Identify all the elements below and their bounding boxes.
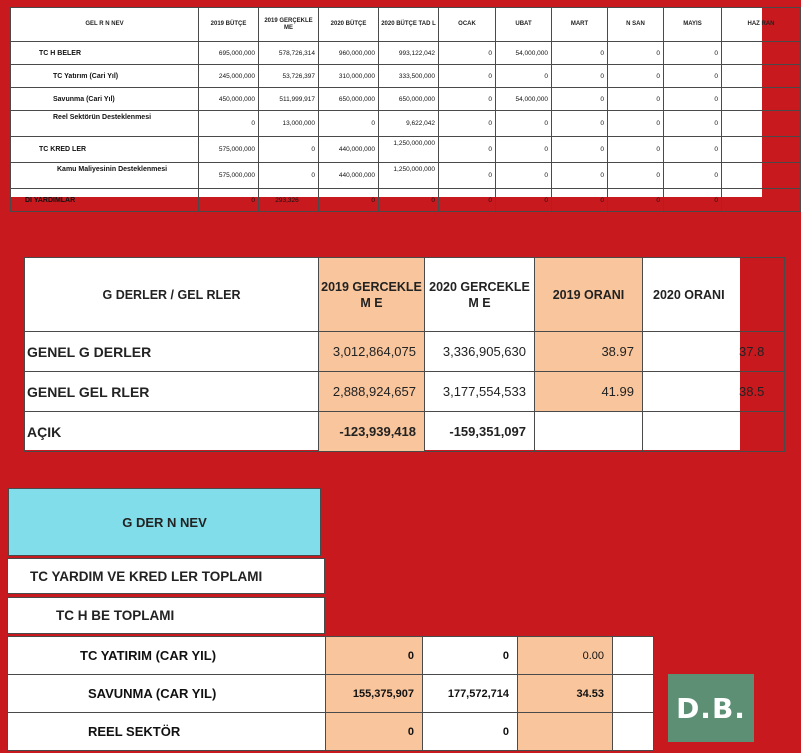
table-cell: 0 <box>664 42 722 65</box>
table-cell: -123,939,418 <box>319 412 425 452</box>
table-row <box>11 163 801 189</box>
table-cell: 575,000,000 <box>199 137 259 163</box>
income-types-table <box>10 7 775 204</box>
table-cell <box>535 412 643 452</box>
table-cell: 0 <box>319 111 379 137</box>
table-header-row <box>11 8 801 42</box>
table-cell: 0 <box>608 189 664 212</box>
table-cell <box>722 42 801 65</box>
table-cell: 54,000,000 <box>496 88 552 111</box>
table-cell: 54,000,000 <box>496 42 552 65</box>
table-cell <box>722 163 801 189</box>
column-header: MAYIS <box>664 8 722 42</box>
table-cell: 13,000,000 <box>259 111 319 137</box>
group-row-grants <box>7 597 325 634</box>
table-cell: 0 <box>664 111 722 137</box>
table-cell: 2,888,924,657 <box>319 372 425 412</box>
row-label: DI YARDIMLAR <box>11 189 199 212</box>
table-cell: 575,000,000 <box>199 163 259 189</box>
table-cell: 450,000,000 <box>199 88 259 111</box>
table-cell: 0 <box>608 111 664 137</box>
expense-income-grid <box>24 257 785 452</box>
table-cell: 53,726,397 <box>259 65 319 88</box>
column-header: N SAN <box>608 8 664 42</box>
row-label: SAVUNMA (CAR YIL) <box>8 675 326 713</box>
table-cell: 0 <box>552 189 608 212</box>
table-cell: 38.97 <box>535 332 643 372</box>
table-cell <box>722 111 801 137</box>
table-cell: 177,572,714 <box>423 675 518 713</box>
table-cell: 0 <box>664 88 722 111</box>
column-header: OCAK <box>439 8 496 42</box>
table-cell: 3,177,554,533 <box>425 372 535 412</box>
table-cell: 0 <box>552 42 608 65</box>
table-cell: 0 <box>326 713 423 751</box>
table-cell: 0 <box>439 163 496 189</box>
table-cell: 1,250,000,000 <box>379 137 439 163</box>
table-cell: 0 <box>199 111 259 137</box>
table-cell: 960,000,000 <box>319 42 379 65</box>
table-cell: 0 <box>259 137 319 163</box>
table-cell: 0 <box>552 88 608 111</box>
db-logo: D.B. <box>668 674 754 742</box>
column-header: G DERLER / GEL RLER <box>25 258 319 332</box>
table-cell: 0 <box>379 189 439 212</box>
expense-types-grid <box>7 636 654 751</box>
table-cell: 0 <box>608 65 664 88</box>
table-cell: -159,351,097 <box>425 412 535 452</box>
table-row <box>25 332 785 372</box>
table-cell: 0 <box>496 65 552 88</box>
row-label: TC Yatırım (Cari Yıl) <box>11 65 199 88</box>
table-cell: 9,622,042 <box>379 111 439 137</box>
table-cell: 993,122,042 <box>379 42 439 65</box>
table-row <box>25 412 785 452</box>
table-cell <box>518 713 613 751</box>
expense-types-table <box>7 636 653 753</box>
group-row-label: TC YARDIM VE KRED LER TOPLAMI <box>30 568 263 584</box>
table-row <box>11 42 801 65</box>
table-cell: 0 <box>326 637 423 675</box>
table-row <box>11 111 801 137</box>
table-cell: 0 <box>439 137 496 163</box>
row-label: GENEL G DERLER <box>25 332 319 372</box>
table-cell: 0 <box>552 65 608 88</box>
expense-types-header: G DER N NEV <box>8 488 321 556</box>
table-cell: 511,999,917 <box>259 88 319 111</box>
column-header: 2020 BÜTÇE <box>319 8 379 42</box>
table-cell: 310,000,000 <box>319 65 379 88</box>
table-row <box>11 137 801 163</box>
table-cell: 0 <box>552 163 608 189</box>
table-cell <box>613 675 654 713</box>
table-cell: 0 <box>608 137 664 163</box>
row-label: Reel Sektörün Desteklenmesi <box>11 111 199 137</box>
row-label: TC H BELER <box>11 42 199 65</box>
column-header: 2019 GERCEKLE M E <box>319 258 425 332</box>
column-header: UBAT <box>496 8 552 42</box>
table-cell: 3,336,905,630 <box>425 332 535 372</box>
table-cell <box>613 637 654 675</box>
expense-income-table <box>24 257 765 450</box>
table-cell: 650,000,000 <box>379 88 439 111</box>
row-label: REEL SEKTÖR <box>8 713 326 751</box>
table-cell <box>722 65 801 88</box>
table-cell <box>613 713 654 751</box>
table-cell: 34.53 <box>518 675 613 713</box>
table-cell <box>722 189 801 212</box>
table-cell: 155,375,907 <box>326 675 423 713</box>
table-cell: 0 <box>496 189 552 212</box>
table-cell: 0 <box>496 163 552 189</box>
table-cell: 3,012,864,075 <box>319 332 425 372</box>
table-cell: 440,000,000 <box>319 163 379 189</box>
table-cell: 0 <box>423 713 518 751</box>
table-cell: 245,000,000 <box>199 65 259 88</box>
table-cell: 41.99 <box>535 372 643 412</box>
table-cell: 0 <box>496 137 552 163</box>
table-cell: 0 <box>496 111 552 137</box>
income-types-grid <box>10 7 801 212</box>
table-cell: 0 <box>664 137 722 163</box>
group-row-aid-and-credits <box>7 558 325 594</box>
table-cell: 0 <box>439 111 496 137</box>
table-cell: 0 <box>608 88 664 111</box>
table-cell: 0 <box>664 189 722 212</box>
table-row <box>8 675 654 713</box>
table-cell: 0 <box>664 65 722 88</box>
table-cell <box>722 88 801 111</box>
table-cell: 695,000,000 <box>199 42 259 65</box>
table-cell <box>722 137 801 163</box>
table-row <box>11 65 801 88</box>
table-row <box>25 372 785 412</box>
row-label: TC KRED LER <box>11 137 199 163</box>
row-label: Savunma (Cari Yıl) <box>11 88 199 111</box>
column-header: HAZ RAN <box>722 8 801 42</box>
row-label: GENEL GEL RLER <box>25 372 319 412</box>
table-cell: 293,326 <box>259 189 319 212</box>
column-header: GEL R N NEV <box>11 8 199 42</box>
column-header: 2020 ORANI <box>643 258 785 332</box>
table-row <box>8 713 654 751</box>
table-cell: 1,250,000,000 <box>379 163 439 189</box>
table-cell: 38.5 <box>643 372 785 412</box>
table-cell: 0.00 <box>518 637 613 675</box>
column-header: MART <box>552 8 608 42</box>
column-header: 2019 ORANI <box>535 258 643 332</box>
table-cell: 37.8 <box>643 332 785 372</box>
table-cell: 0 <box>439 189 496 212</box>
table-cell: 650,000,000 <box>319 88 379 111</box>
table-cell: 0 <box>552 111 608 137</box>
column-header: 2019 BÜTÇE <box>199 8 259 42</box>
table-cell: 578,726,314 <box>259 42 319 65</box>
table-cell: 0 <box>608 163 664 189</box>
table-cell <box>643 412 785 452</box>
table-row <box>8 637 654 675</box>
table-cell: 0 <box>423 637 518 675</box>
row-label: Kamu Maliyesinin Desteklenmesi <box>11 163 199 189</box>
table-cell: 0 <box>608 42 664 65</box>
table-cell: 0 <box>664 163 722 189</box>
column-header: 2020 GERCEKLE M E <box>425 258 535 332</box>
table-row <box>11 88 801 111</box>
column-header: 2020 BÜTÇE TAD L <box>379 8 439 42</box>
table-cell: 0 <box>552 137 608 163</box>
column-header: 2019 GERÇEKLE ME <box>259 8 319 42</box>
table-cell: 0 <box>199 189 259 212</box>
row-label: AÇIK <box>25 412 319 452</box>
row-label: TC YATIRIM (CAR YIL) <box>8 637 326 675</box>
table-header-row <box>25 258 785 332</box>
table-cell: 440,000,000 <box>319 137 379 163</box>
group-row-label: TC H BE TOPLAMI <box>56 608 175 623</box>
table-row <box>11 189 801 212</box>
table-cell: 0 <box>319 189 379 212</box>
table-cell: 333,500,000 <box>379 65 439 88</box>
table-cell: 0 <box>439 42 496 65</box>
table-cell: 0 <box>439 88 496 111</box>
table-cell: 0 <box>439 65 496 88</box>
table-cell: 0 <box>259 163 319 189</box>
